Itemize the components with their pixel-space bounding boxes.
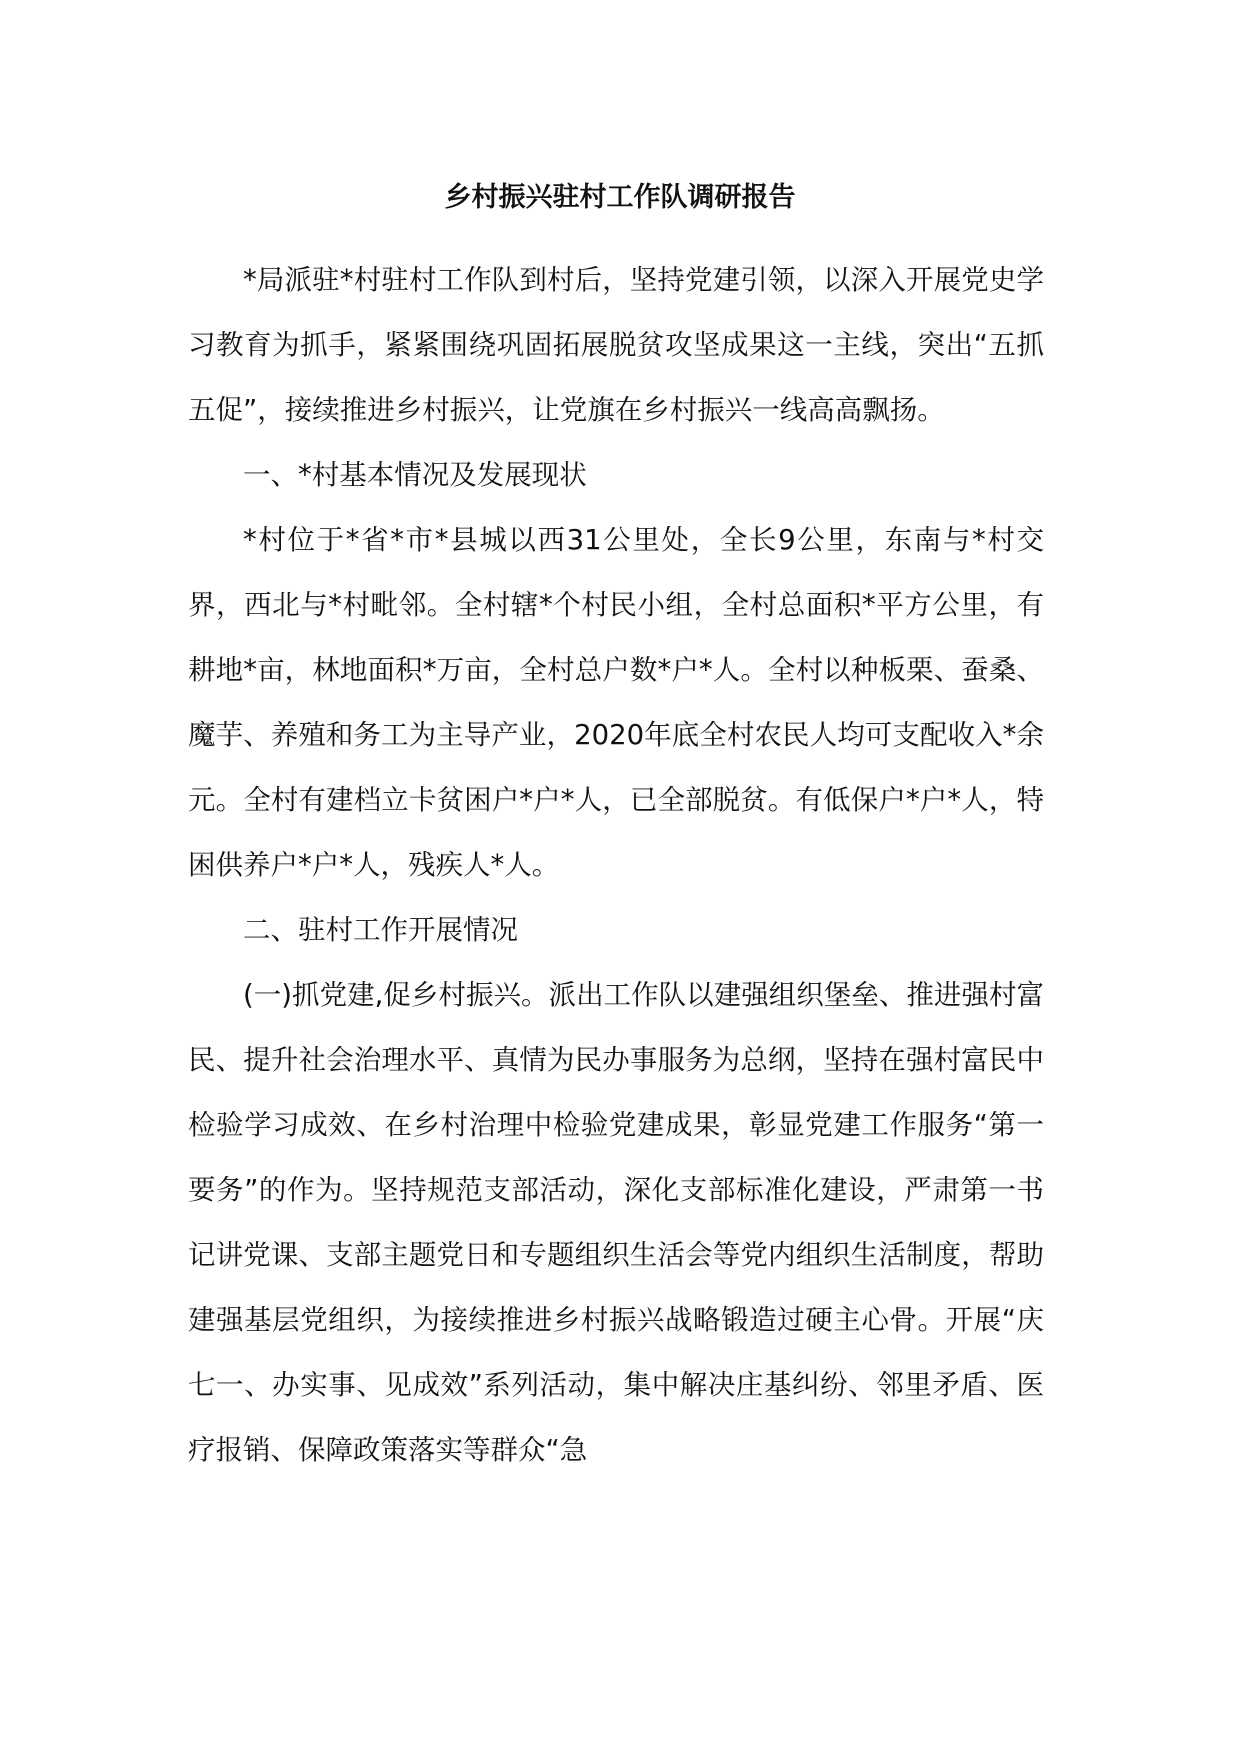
document-title: 乡村振兴驻村工作队调研报告 [444, 182, 796, 213]
intro-paragraph: *局派驻*村驻村工作队到村后，坚持党建引领，以深入开展党史学习教育为抓手，紧紧围绕巩固拓展脱贫攻坚成果这一主线，突出“五抓五促”，接续推进乡村振兴，让党旗在乡村振兴一线高高飘扬。 [188, 264, 1044, 426]
section-heading-2: 二、驻村工作开展情况 [243, 914, 518, 946]
section-heading-1: 一、*村基本情况及发展现状 [243, 459, 587, 491]
party-building-paragraph: (一)抓党建,促乡村振兴。派出工作队以建强组织堡垒、推进强村富民、提升社会治理水平、真情为民办事服务为总纲，坚持在强村富民中检验学习成效、在乡村治理中检验党建成果，彰显党建工作服务“第一要务”的作为。坚持规范支部活动，深化支部标准化建设，严肃第一书记讲党课、支部主题党日和专题组织生活会等党内组织生活制度，帮助建强基层党组织，为接续推进乡村振兴战略锻造过硬主心骨。开展“庆七一、办实事、见成效”系列活动，集中解决庄基纠纷、邻里矛盾、医疗报销、保障政策落实等群众“急 [188, 979, 1044, 1466]
document-body [188, 248, 1044, 1483]
village-overview-paragraph: *村位于*省*市*县城以西31公里处，全长9公里，东南与*村交界，西北与*村毗邻。全村辖*个村民小组，全村总面积*平方公里，有耕地*亩，林地面积*万亩，全村总户数*户*人。全村以种板栗、蚕桑、魔芋、养殖和务工为主导产业，2020年底全村农民人均可支配收入*余元。全村有建档立卡贫困户*户*人，已全部脱贫。有低保户*户*人，特困供养户*户*人，残疾人*人。 [188, 524, 1044, 881]
